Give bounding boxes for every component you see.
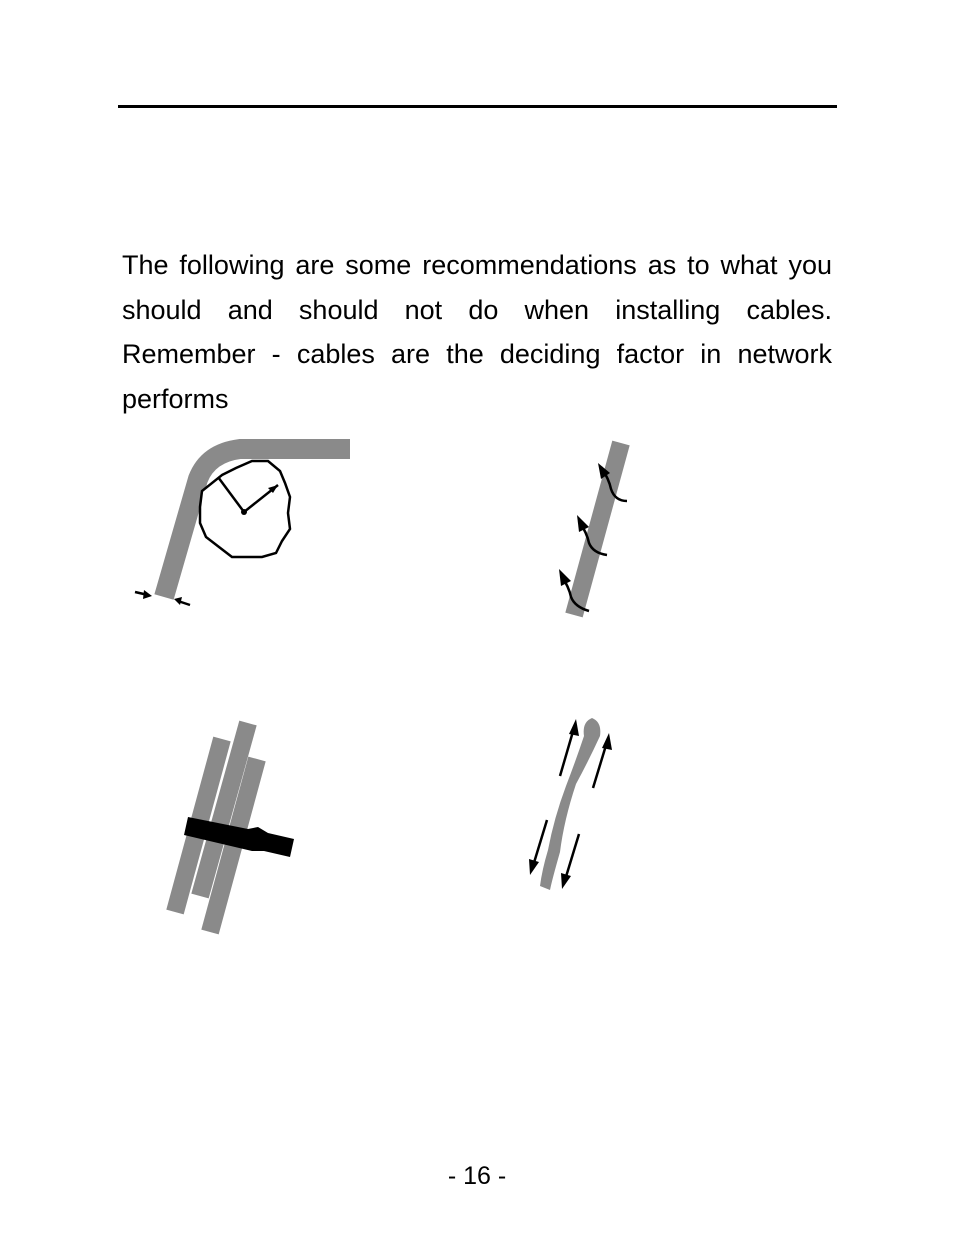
header-rule: [118, 105, 837, 108]
cable-bend-radius-icon: [120, 435, 370, 620]
cable-tie-bundle-icon: [160, 715, 305, 940]
page-number: - 16 -: [447, 1162, 507, 1190]
body-paragraph: The following are some recommendations as to what you should and should not do when installing cables. Remember - cables are the deciding factor in network performs: [122, 250, 832, 414]
cable-stretch-icon: [520, 710, 630, 900]
cable-twist-icon: [545, 435, 645, 625]
